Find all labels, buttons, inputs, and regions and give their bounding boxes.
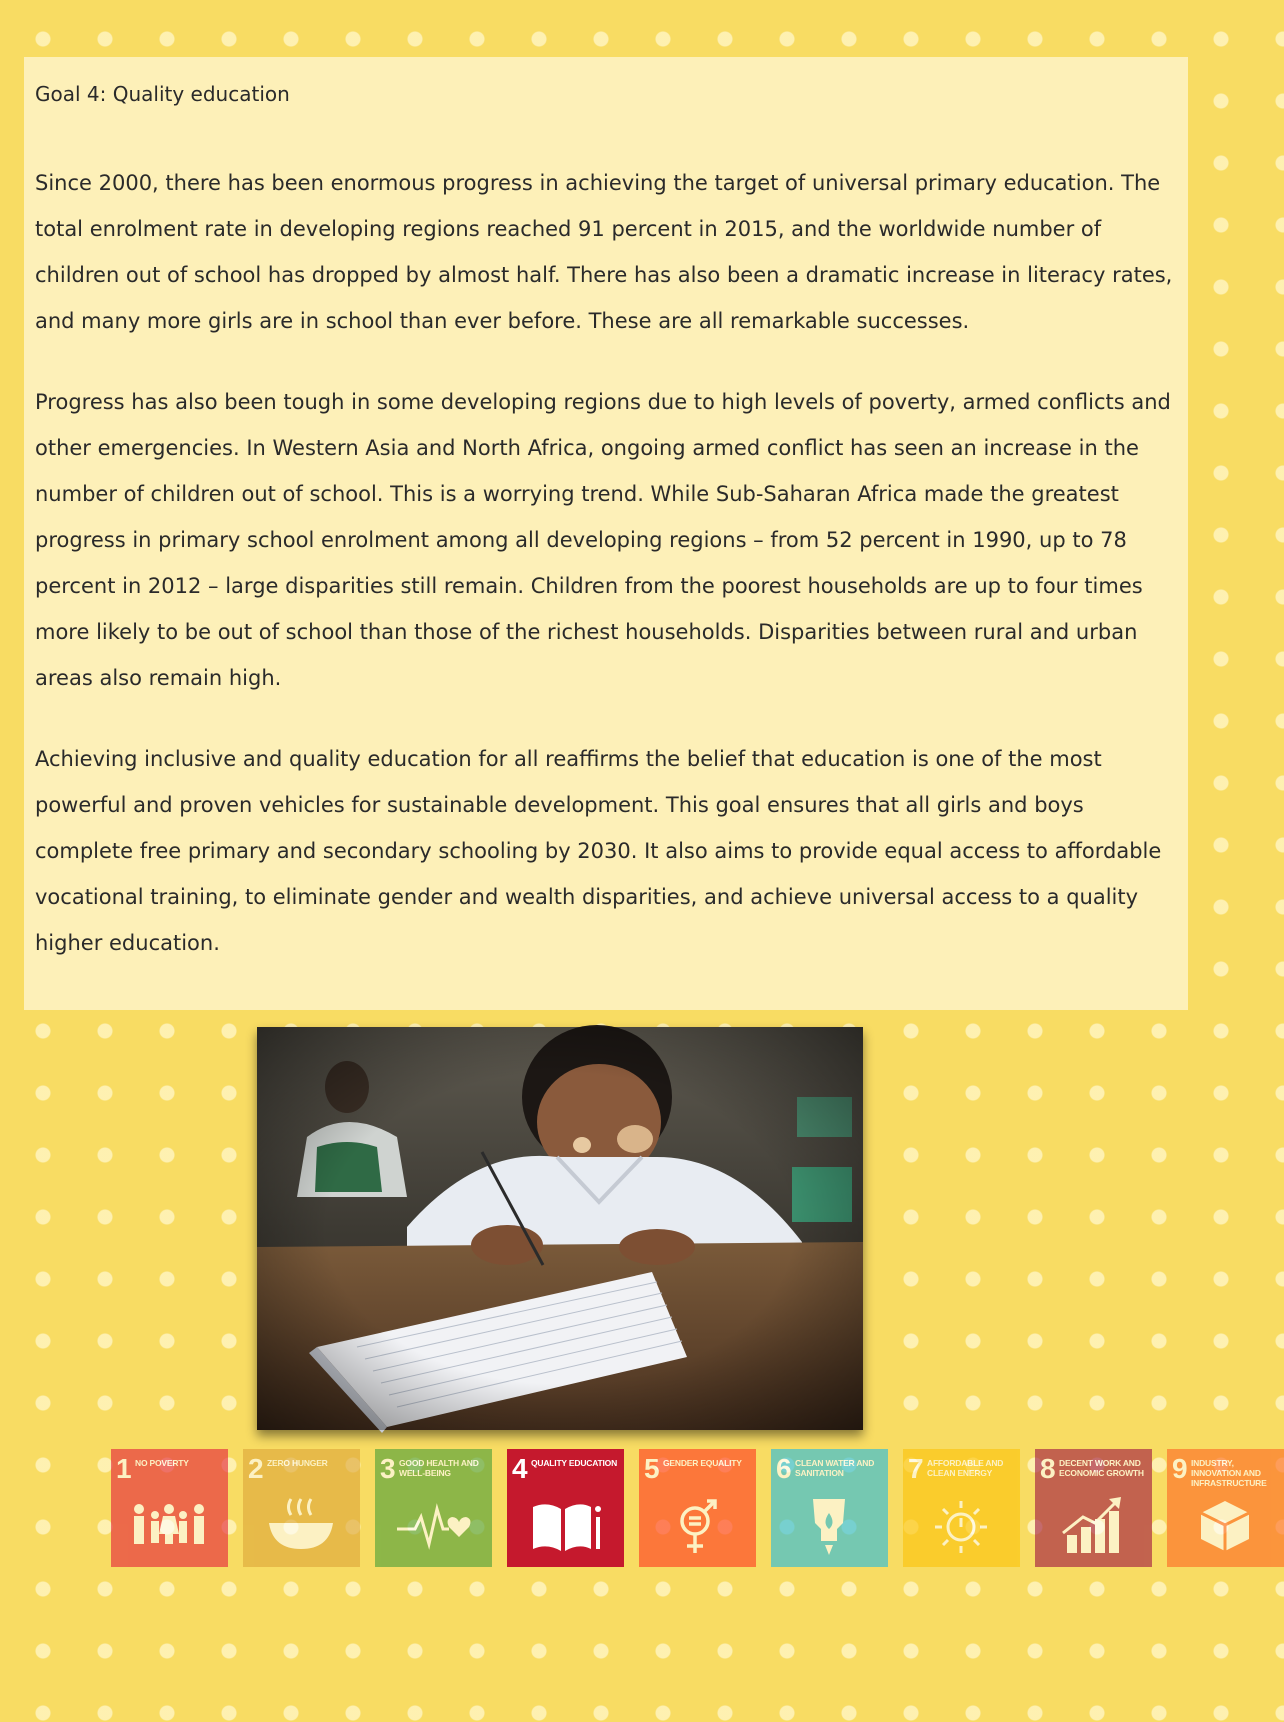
sdg-label: NO POVERTY — [135, 1458, 189, 1468]
paragraph-progress: Since 2000, there has been enormous progress in achieving the target of universal primary education. The total enrolment rate in developing regions reached 91 percent in 2015, and the worldwide number of children out of school has dropped by almost half. There has also been a dramatic increase in literacy rates, and many more girls are in school than ever before. These are all remarkable successes. — [35, 171, 1173, 333]
sdg-number: 6 — [776, 1453, 792, 1484]
sdg-number: 4 — [512, 1453, 528, 1484]
power-sun-icon — [921, 1489, 1001, 1559]
sdg-tile-2[interactable] — [243, 1449, 360, 1567]
sdg-tile-4[interactable] — [507, 1449, 624, 1567]
family-icon — [129, 1489, 209, 1559]
growth-chart-icon — [1053, 1489, 1133, 1559]
goal-title: Goal 4: Quality education — [35, 82, 290, 106]
sdg-number: 8 — [1040, 1453, 1056, 1484]
sdg-number: 2 — [248, 1453, 264, 1484]
sdg-goals-row — [111, 1449, 1267, 1567]
sdg-number: 3 — [380, 1453, 396, 1484]
gender-equality-icon — [657, 1489, 737, 1559]
sdg-number: 5 — [644, 1453, 660, 1484]
sdg-tile-7[interactable] — [903, 1449, 1020, 1567]
sdg-tile-8[interactable] — [1035, 1449, 1152, 1567]
sdg-number: 7 — [908, 1453, 924, 1484]
sdg-tile-1[interactable] — [111, 1449, 228, 1567]
sdg-number: 1 — [116, 1453, 132, 1484]
paragraph-challenges: Progress has also been tough in some developing regions due to high levels of poverty, armed conflicts and other emergencies. In Western Asia and North Africa, ongoing armed conflict has seen an increase in the number of children out of school. This is a worrying trend. While Sub-Saharan Africa made the greatest progress in primary school enrolment among all developing regions – from 52 percent in 1990, up to 78 percent in 2012 – large disparities still remain. Children from the poorest households are up to four times more likely to be out of school than those of the richest households. Disparities between rural and urban areas also remain high. — [35, 390, 1171, 690]
water-drop-icon — [789, 1489, 869, 1559]
sdg-number: 9 — [1172, 1453, 1188, 1484]
sdg-tile-6[interactable] — [771, 1449, 888, 1567]
sdg-label: GENDER EQUALITY — [663, 1458, 742, 1468]
sdg-label: DECENT WORK AND ECONOMIC GROWTH — [1059, 1458, 1144, 1478]
student-writing-photo — [257, 1027, 863, 1430]
heartbeat-icon — [393, 1489, 473, 1559]
bowl-icon — [261, 1489, 341, 1559]
sdg-tile-3[interactable] — [375, 1449, 492, 1567]
sdg-tile-5[interactable] — [639, 1449, 756, 1567]
sdg-label: QUALITY EDUCATION — [531, 1458, 618, 1468]
sdg-tile-9[interactable] — [1167, 1449, 1284, 1567]
book-icon — [525, 1489, 605, 1559]
sdg-label: INDUSTRY, INNOVATION AND INFRASTRUCTURE — [1191, 1458, 1267, 1488]
sdg-label: GOOD HEALTH AND WELL-BEING — [399, 1458, 479, 1478]
sdg-label: ZERO HUNGER — [267, 1458, 328, 1468]
cube-icon — [1185, 1489, 1265, 1559]
sdg-label: AFFORDABLE AND CLEAN ENERGY — [927, 1458, 1004, 1478]
sdg-label: CLEAN WATER AND SANITATION — [795, 1458, 875, 1478]
paragraph-goal-aims: Achieving inclusive and quality education for all reaffirms the belief that education is one of the most powerful and proven vehicles for sustainable development. This goal ensures that all girls and boys complete free primary and secondary schooling by 2030. It also aims to provide equal access to affordable vocational training, to eliminate gender and wealth disparities, and achieve universal access to a quality higher education. — [35, 747, 1162, 955]
